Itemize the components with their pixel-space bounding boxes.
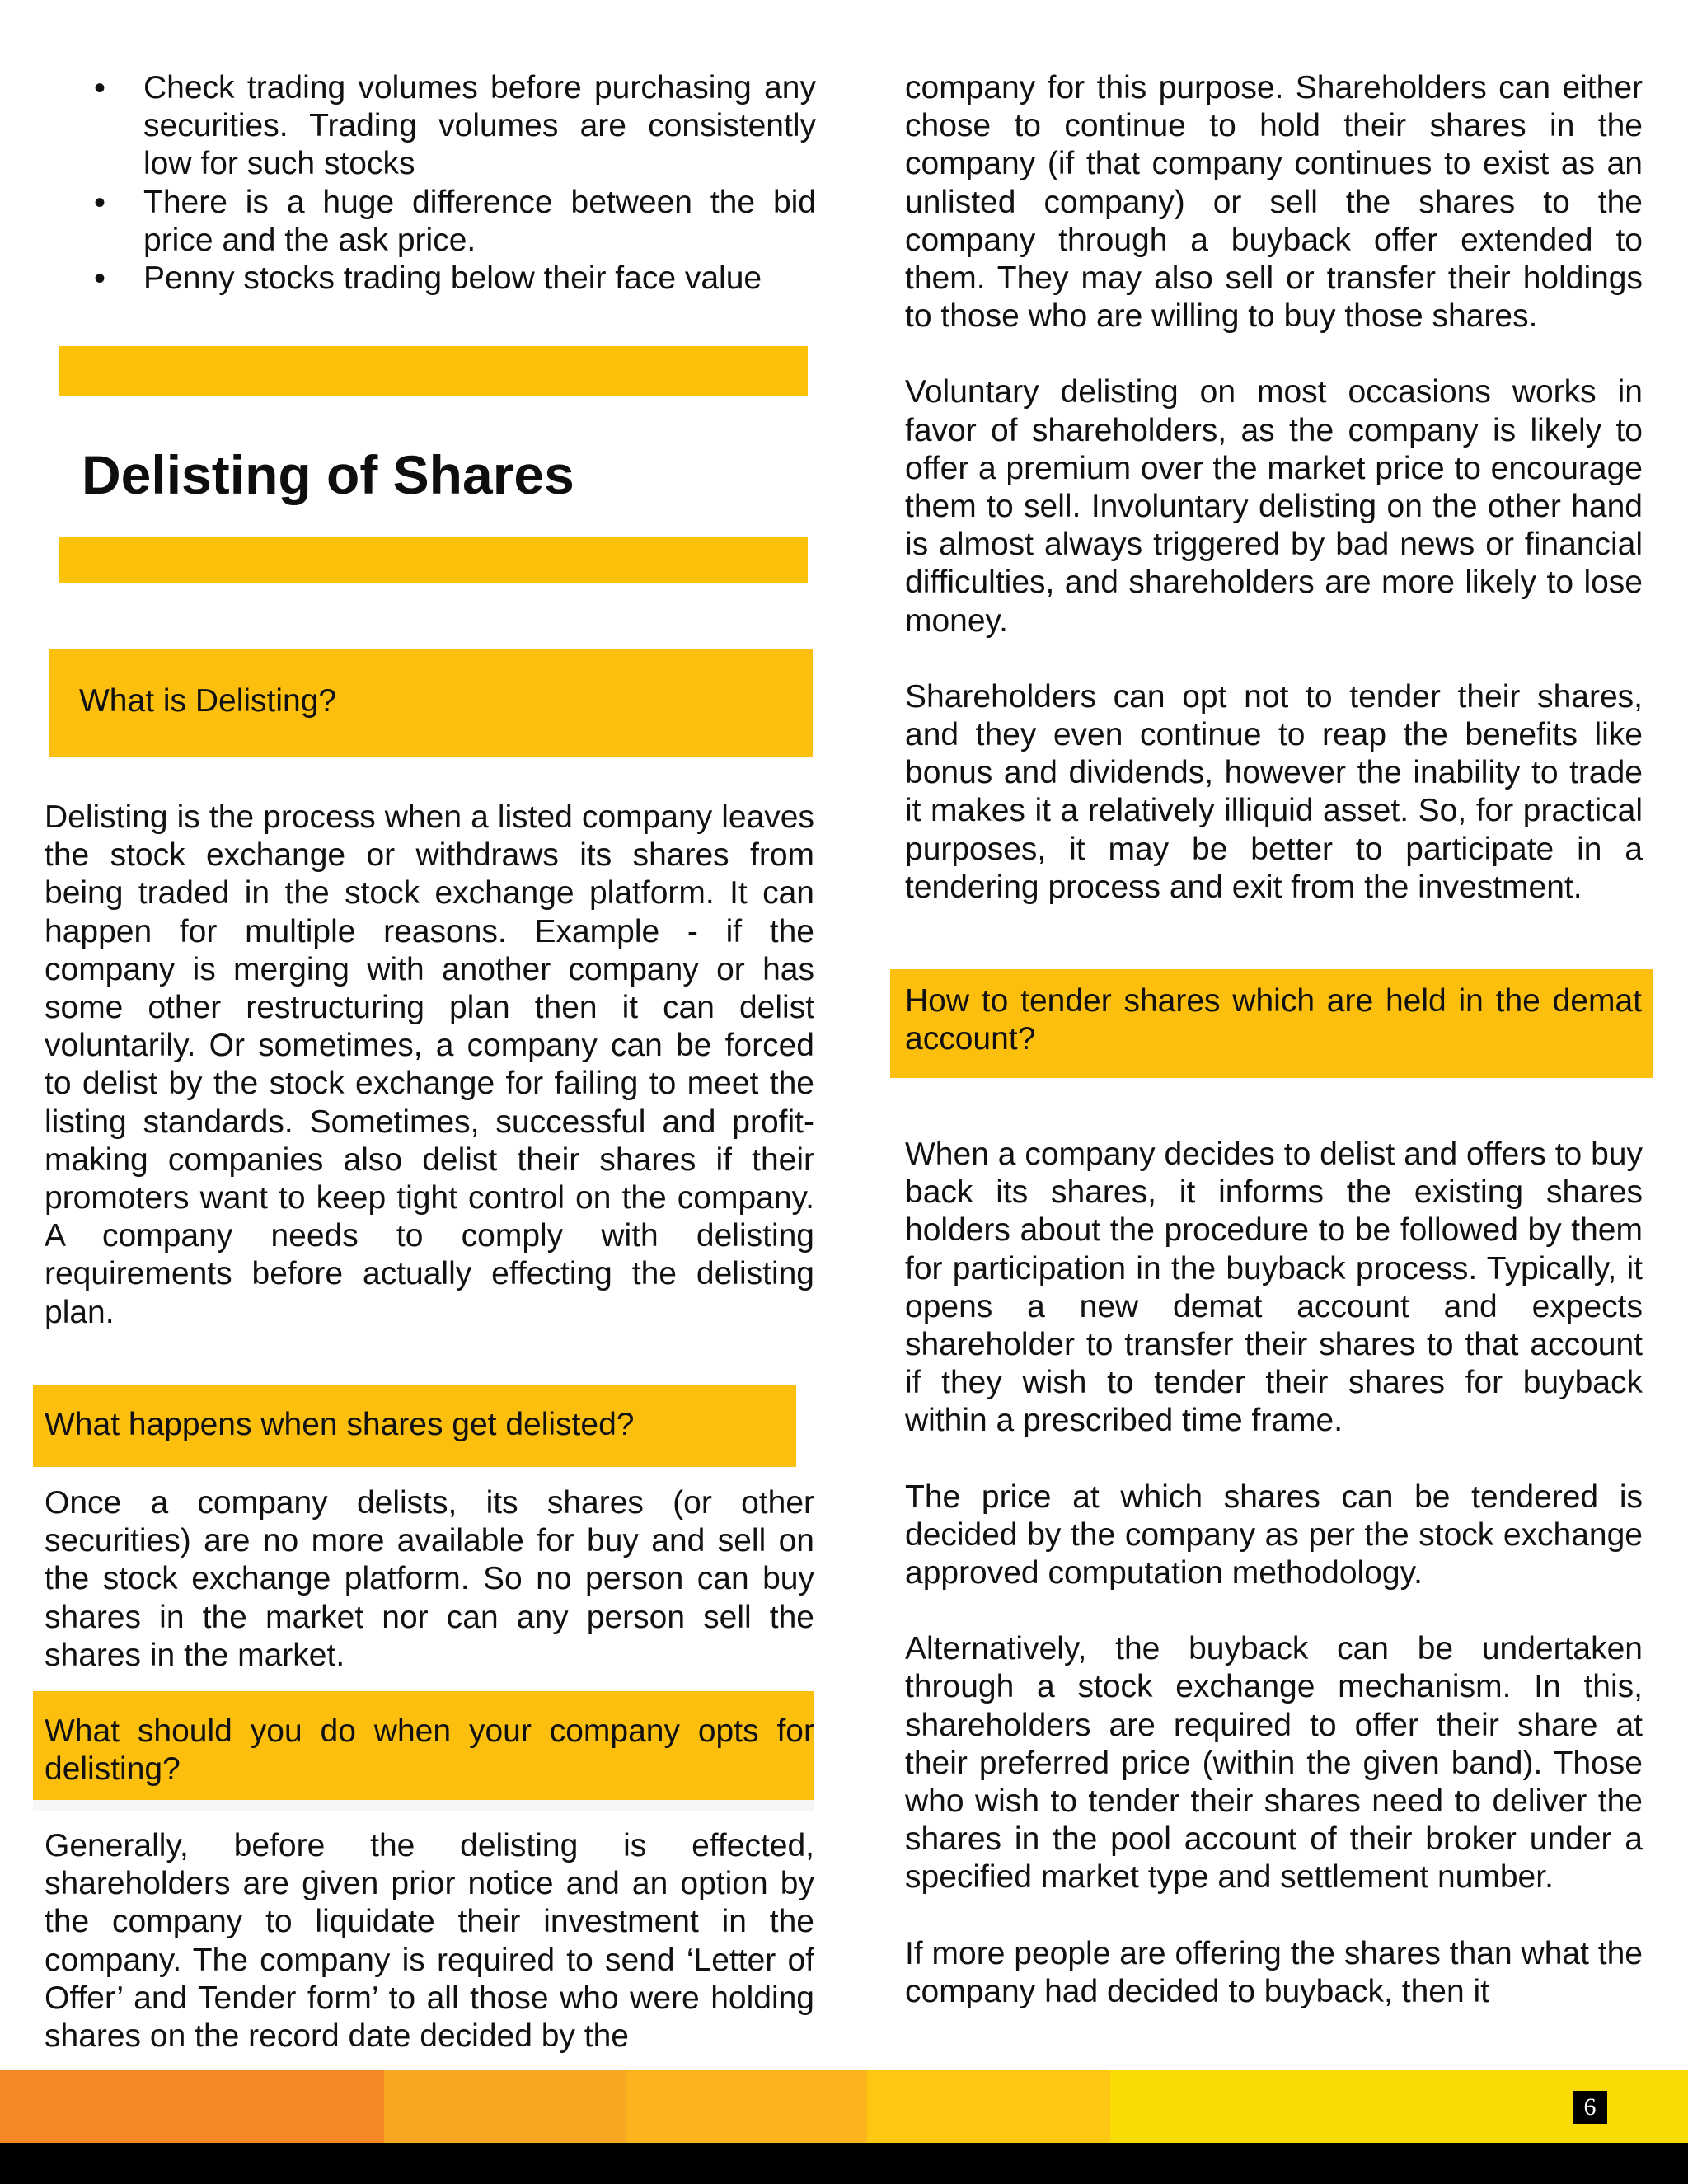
- page-number: 6: [1573, 2091, 1607, 2124]
- heading-how-to-tender: [890, 969, 1653, 1078]
- footer-color-band: [0, 2070, 1688, 2143]
- title-strip-top: [59, 346, 808, 396]
- paragraph-what-should: Generally, before the delisting is effected, shareholders are given prior notice and an option by the company to liquidate their investment in the company. The company is required to send ‘Letter of Offer’ and Tender form’ to all those who were holding shares on the record date decided by the: [45, 1828, 814, 2055]
- bullet-item: • There is a huge difference between the bid price and the ask price.: [143, 184, 816, 260]
- footer-black-bar: [0, 2143, 1688, 2184]
- heading-text: What is Delisting?: [79, 683, 337, 719]
- heading-text: What should you do when your company opts for delisting?: [45, 1713, 814, 1787]
- heading-what-happens: [33, 1385, 796, 1467]
- section-title: Delisting of Shares: [82, 444, 574, 505]
- paragraph-right: The price at which shares can be tendered is decided by the company as per the stock exchange approved computation methodology.: [905, 1479, 1643, 1591]
- footer-segment: [0, 2070, 384, 2143]
- heading-what-should: [33, 1691, 814, 1800]
- heading-text: How to tender shares which are held in the demat account?: [905, 983, 1642, 1057]
- right-column-bottom: [905, 1136, 1643, 2011]
- right-column-top: [905, 69, 1643, 907]
- footer-segment: [867, 2070, 1110, 2143]
- paragraph-right: If more people are offering the shares than what the company had decided to buyback, then it: [905, 1935, 1643, 2009]
- heading-box-underlay: [33, 1800, 814, 1811]
- paragraph-right: company for this purpose. Shareholders can either chose to continue to hold their shares in the company (if that company continues to exist as an unlisted company) or sell the shares to the company through a buyback offer extended to them. They may also sell or transfer their holdings to those who are willing to buy those shares.: [905, 70, 1643, 335]
- paragraph-right: Voluntary delisting on most occasions works in favor of shareholders, as the company is likely to offer a premium over the market price to encourage them to sell. Involuntary delisting on the other hand is almost always triggered by bad news or financial difficulties, and shareholders are more likely to lose money.: [905, 374, 1643, 639]
- heading-what-is-delisting: [49, 649, 813, 757]
- paragraph-what-happens: Once a company delists, its shares (or other securities) are no more available for buy and sell on the stock exchange platform. So no person can buy shares in the market nor can any person sell the shares in the market.: [45, 1485, 814, 1673]
- bullet-item: • Check trading volumes before purchasing any securities. Trading volumes are consistently low for such stocks: [143, 69, 816, 184]
- paragraph-what-is: Delisting is the process when a listed company leaves the stock exchange or withdraws its shares from being traded in the stock exchange platform. It can happen for multiple reasons. Example - if the company is merging with another company or has some other restructuring plan then it can delist voluntarily. Or sometimes, a company can be forced to delist by the stock exchange for failing to meet the listing standards. Sometimes, successful and profit-making companies also delist their shares if their promoters want to keep tight control on the company. A company needs to comply with delisting requirements before actually effecting the delisting plan.: [45, 799, 814, 1330]
- footer-segment: [384, 2070, 626, 2143]
- left-column: [45, 69, 816, 298]
- heading-text: What happens when shares get delisted?: [45, 1407, 635, 1442]
- title-strip-bottom: [59, 537, 808, 583]
- bullet-item: • Penny stocks trading below their face value: [143, 260, 816, 298]
- paragraph-right: Shareholders can opt not to tender their shares, and they even continue to reap the benefits like bonus and dividends, however the inability to trade it makes it a relatively illiquid asset. So, for practical purposes, it may be better to participate in a tendering process and exit from the investment.: [905, 678, 1643, 905]
- paragraph-right: When a company decides to delist and offers to buy back its shares, it informs the existing shares holders about the procedure to be followed by them for participation in the buyback process. Typically, it opens a new demat account and expects shareholder to transfer their shares to that account if they wish to tender their shares for buyback within a prescribed time frame.: [905, 1137, 1643, 1439]
- footer-segment: [626, 2070, 867, 2143]
- bullet-list: [45, 69, 816, 298]
- paragraph-right: Alternatively, the buyback can be undertaken through a stock exchange mechanism. In this, shareholders are required to offer their share at their preferred price (within the given band). Those who wish to tender their shares need to deliver the shares in the pool account of their broker under a specified market type and settlement number.: [905, 1631, 1643, 1896]
